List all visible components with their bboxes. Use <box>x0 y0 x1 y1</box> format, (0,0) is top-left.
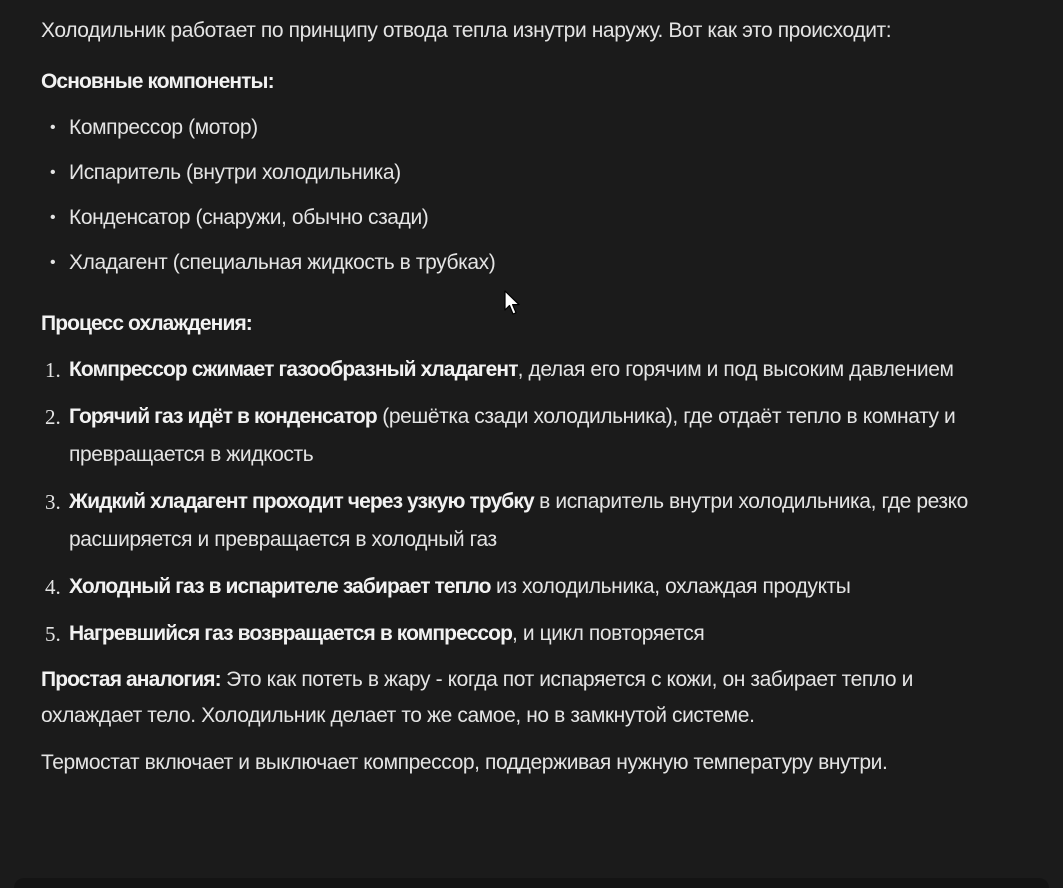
components-list <box>41 109 1041 289</box>
step-number: 3. <box>45 490 61 514</box>
step-text: , и цикл повторяется <box>512 622 705 645</box>
step-number: 4. <box>45 575 61 599</box>
input-area-edge <box>14 878 1049 888</box>
step-text: из холодильника, охлаждая продукты <box>490 575 851 598</box>
components-heading: Основные компоненты: <box>41 70 274 93</box>
list-item <box>41 154 1041 199</box>
analogy-text: Это как потеть в жару - когда пот испаряется с кожи, он забирает тепло и охлаждает тело. Холодильник делает то же самое, но в замкнутой системе. <box>41 668 913 727</box>
step-bold-text: Нагревшийся газ возвращается в компрессор <box>69 622 513 645</box>
assistant-message <box>41 12 1041 782</box>
list-item <box>41 199 1041 244</box>
step-number: 1. <box>45 358 61 382</box>
mouse-pointer-icon <box>504 290 522 316</box>
step-item <box>41 615 1019 653</box>
step-number: 5. <box>45 622 61 646</box>
step-item <box>41 398 1019 474</box>
step-text: в испаритель внутри холодильника, где резко расширяется и превращается в холодный газ <box>69 490 968 551</box>
bullet-icon: • <box>50 209 56 226</box>
step-text: , делая его горячим и под высоким давлением <box>517 358 954 381</box>
step-item <box>41 568 1019 606</box>
step-bold-text: Жидкий хладагент проходит через узкую трубку <box>69 490 534 513</box>
step-number: 2. <box>45 405 61 429</box>
bullet-icon: • <box>50 119 56 136</box>
step-item <box>41 483 1019 559</box>
list-item-text: Компрессор (мотор) <box>69 116 258 139</box>
step-bold-text: Горячий газ идёт в конденсатор <box>69 405 377 428</box>
process-steps-list <box>41 351 1041 653</box>
step-bold-text: Холодный газ в испарителе забирает тепло <box>69 575 491 598</box>
list-item <box>41 109 1041 154</box>
list-item-text: Хладагент (специальная жидкость в трубках) <box>69 251 496 274</box>
bullet-icon: • <box>50 254 56 271</box>
analogy-paragraph <box>41 662 1001 734</box>
step-bold-text: Компрессор сжимает газообразный хладагент <box>69 358 518 381</box>
analogy-label: Простая аналогия: <box>41 668 221 691</box>
list-item <box>41 244 1041 289</box>
step-text: (решётка сзади холодильника), где отдаёт тепло в комнату и превращается в жидкость <box>69 405 956 466</box>
bullet-icon: • <box>50 164 56 181</box>
list-item-text: Конденсатор (снаружи, обычно сзади) <box>69 206 429 229</box>
process-heading: Процесс охлаждения: <box>41 312 252 335</box>
step-item <box>41 351 1019 389</box>
list-item-text: Испаритель (внутри холодильника) <box>69 161 401 184</box>
intro-paragraph: Холодильник работает по принципу отвода тепла изнутри наружу. Вот как это происходит: <box>41 19 892 42</box>
thermostat-paragraph: Термостат включает и выключает компрессор, поддерживая нужную температуру внутри. <box>41 751 888 774</box>
